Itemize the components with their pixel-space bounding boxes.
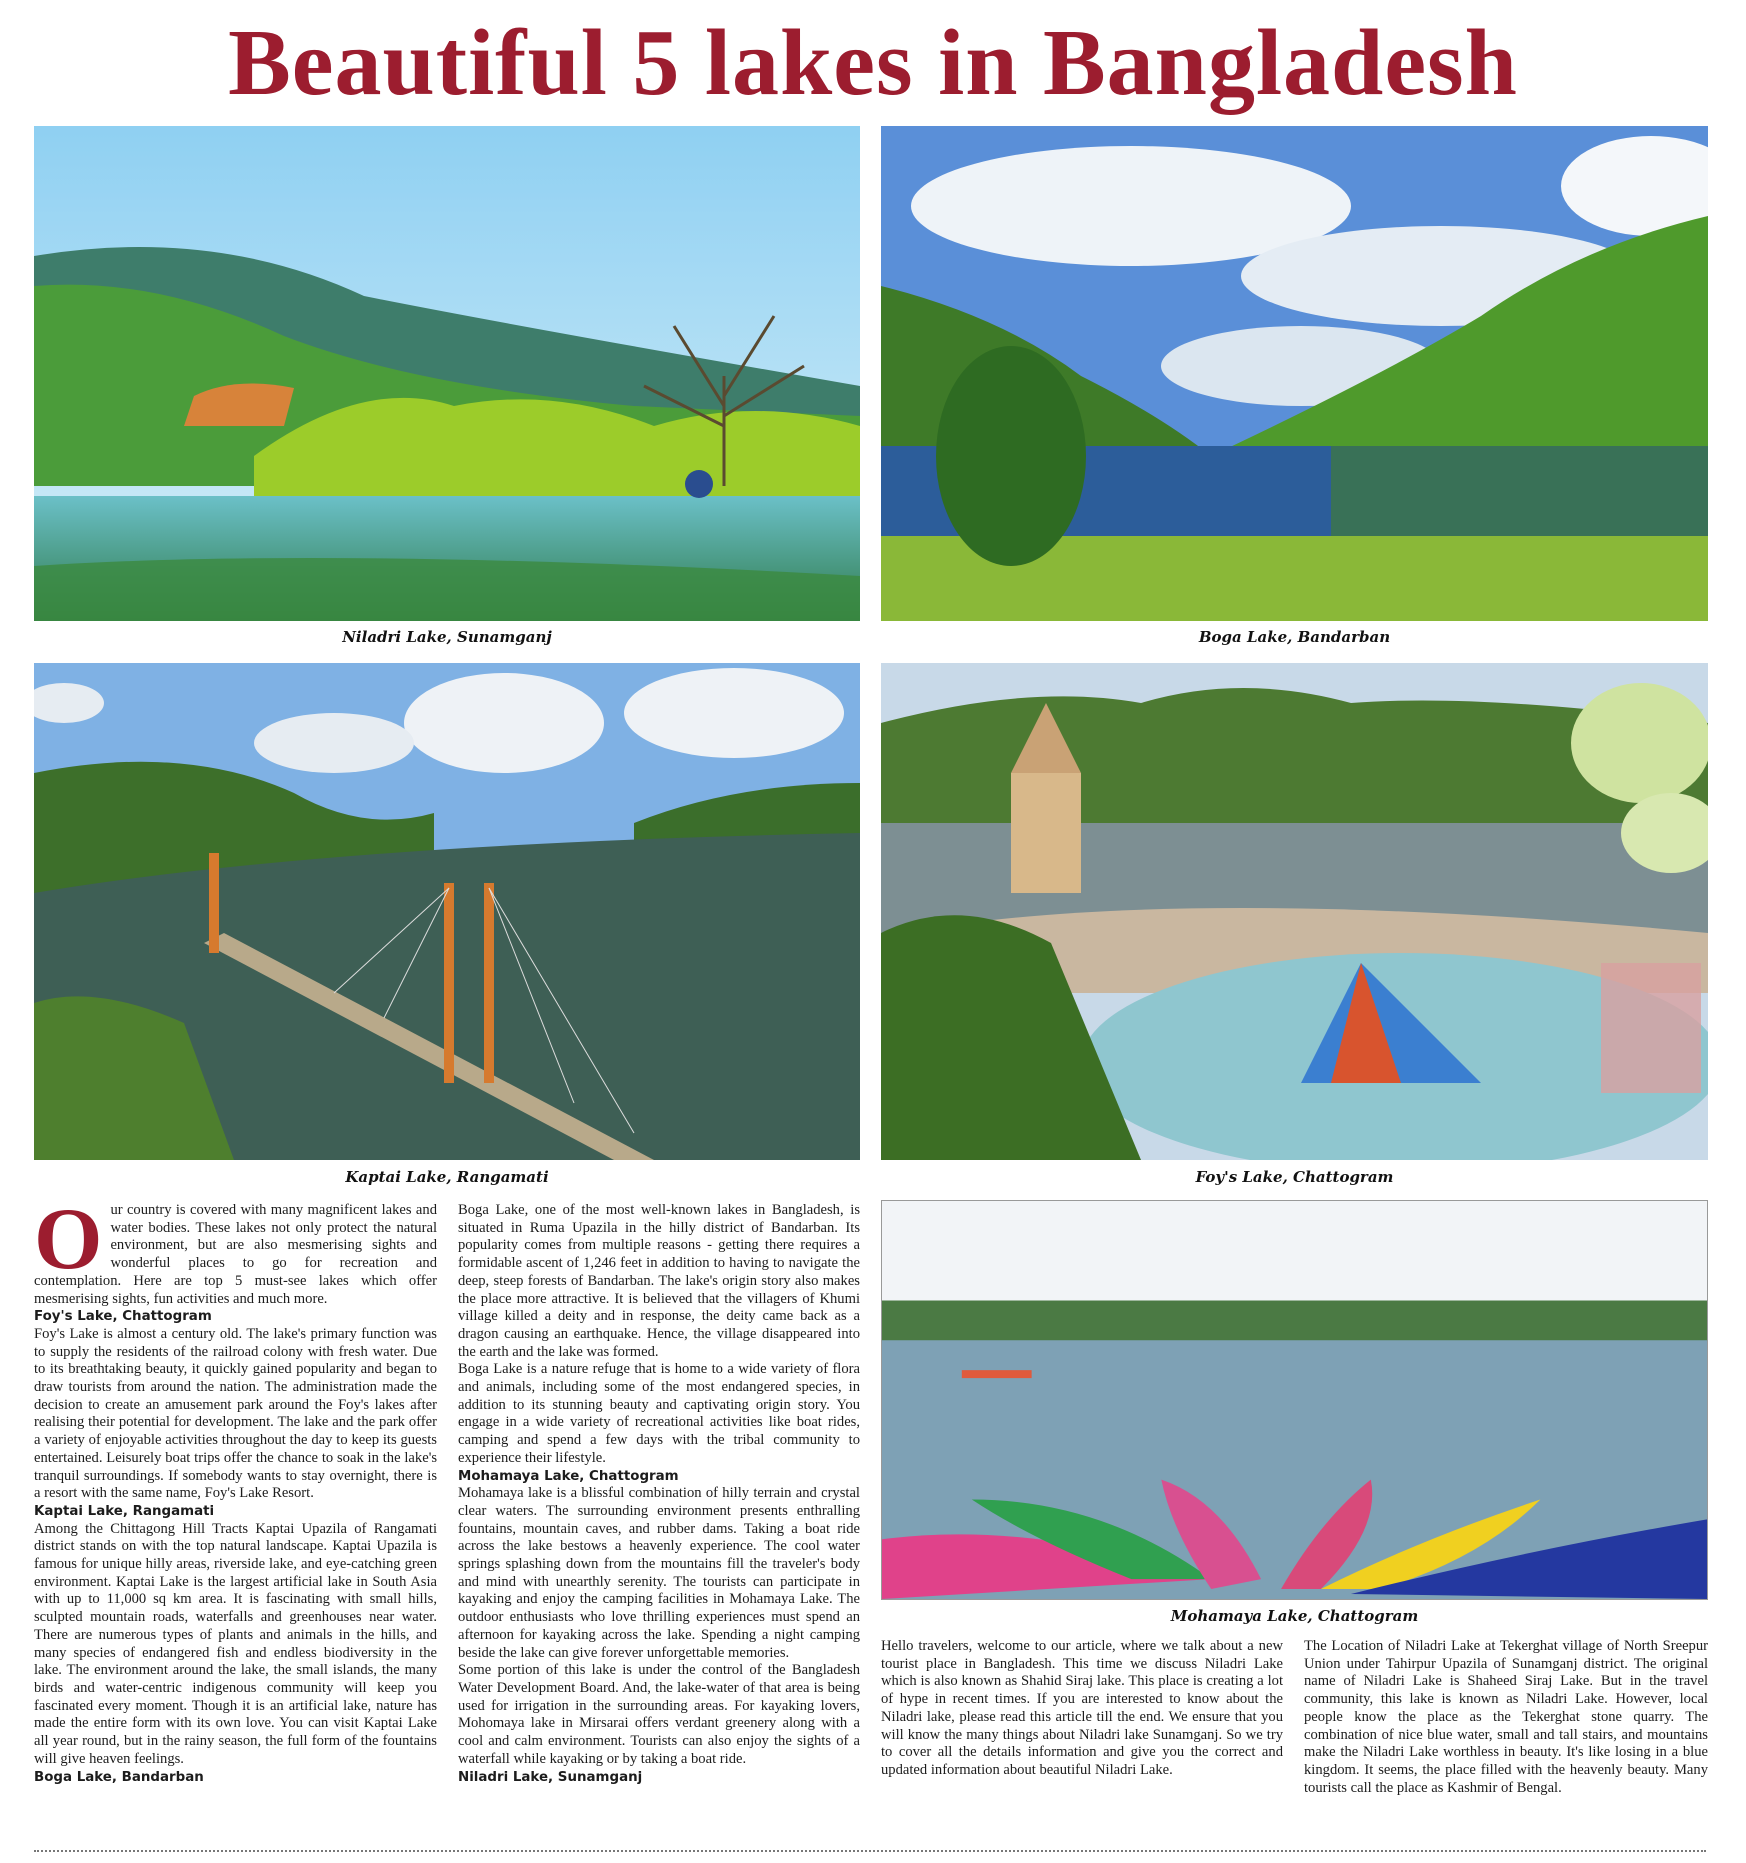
intro-paragraph — [34, 1191, 437, 1308]
mohamaya-caption: Mohamaya Lake, Chattogram — [1170, 1607, 1419, 1625]
dropcap: O — [34, 1191, 103, 1288]
niladri-lake-photo — [34, 126, 860, 621]
foys-paragraph: Foy's Lake is almost a century old. The lake's primary function was to supply the residents of the railroad colony with fresh water. Due to its breathtaking beauty, it quickly gained popularity and began to draw tourists from around the nation. The administration made the decision to create an amusement park around the Foy's lakes after realising their potential for development. The lake and the park offer a variety of enjoyable activities throughout the day to keep its guests entertained. Leisurely boat trips offer the chance to soak in the lake's tranquil surroundings. If somebody wants to stay overnight, there is a resort with the same name, Foy's Lake Resort. — [34, 1325, 437, 1502]
mohamaya-paragraph-1: Mohamaya lake is a blissful combination of hilly terrain and crystal clear waters. The surrounding environment presents enthralling fountains, mountain caves, and rubber dams. Taking a boat ride across the lake bestows a heavenly experience. The cool water springs splashing down from the mountains fill the traveler's body and mind with unearthly serenity. The tourists can participate in kayaking and enjoy the camping facilities in Mohamaya Lake. The outdoor enthusiasts who love thrilling experiences must spend an afternoon for kayaking across the lake. Spending a night camping beside the lake can give forever unforgettable memories. — [458, 1485, 860, 1661]
mohamaya-paragraph-2: Some portion of this lake is under the control of the Bangladesh Water Development Board. And, the lake-water of that area is being used for irrigation in the surrounding areas. For kayaking lovers, Mohomaya lake in Mirsarai offers verdant greenery along with a cool and calm environment. Tourists can also enjoy the sights of a waterfall while kayaking or by taking a boat ride. — [458, 1662, 860, 1767]
mohamaya-lake-photo — [881, 1200, 1708, 1600]
intro-text: ur country is covered with many magnificent lakes and water bodies. These lakes not only protect the natural environment, but are also mesmerising sights and wonderful places to go for recreation and contemplation. Here are top 5 must-see lakes which offer mesmerising sights, fun activities and much more. — [34, 1202, 437, 1307]
mohamaya-heading: Mohamaya Lake, Chattogram — [458, 1468, 679, 1484]
niladri-caption: Niladri Lake, Sunamganj — [342, 628, 552, 646]
article-column-2 — [458, 1202, 860, 1786]
boga-heading: Boga Lake, Bandarban — [34, 1769, 204, 1785]
article-column-1 — [34, 1191, 437, 1786]
niladri-paragraph-1: Hello travelers, welcome to our article, where we talk about a new tourist place in Bangladesh. This time we discuss Niladri Lake which is also known as Shahid Siraj lake. This place is creating a lot of hype in recent times. If you are interested to know about the Niladri lake, please read this article till the end. We ensure that you will know the many things about Niladri lake Sunamganj. So we try to cover all the details information and give you the correct and updated information about beautiful Niladri Lake. — [881, 1638, 1283, 1778]
boga-caption: Boga Lake, Bandarban — [1198, 628, 1391, 646]
kaptai-lake-photo — [34, 663, 860, 1160]
niladri-heading: Niladri Lake, Sunamganj — [458, 1769, 643, 1785]
niladri-paragraph-2: The Location of Niladri Lake at Tekerghat village of North Sreepur Union under Tahirpur Upazila of Sunamganj district. The original name of Niladri Lake is Shaheed Siraj Lake. But in the travel community, this lake is known as Niladri Lake. However, local people know the place as the Tekerghat stone quarry. The combination of nice blue water, small and tall stairs, and mountains make the Niladri Lake worthless in beauty. It's like losing in a blue kingdom. It seems, the place filled with the heavenly beauty. Many tourists call the place as Kashmir of Bengal. — [1304, 1638, 1708, 1796]
boga-paragraph-2: Boga Lake is a nature refuge that is home to a wide variety of flora and animals, including some of the most endangered species, in addition to its stunning beauty and captivating origin story. You engage in a wide variety of recreational activities like boat rides, camping and spend a few days with the tribal community to experience their lifestyle. — [458, 1361, 860, 1466]
foys-heading: Foy's Lake, Chattogram — [34, 1309, 212, 1325]
foys-lake-photo — [881, 663, 1708, 1160]
bottom-rule — [34, 1850, 1706, 1852]
article-column-4 — [1304, 1638, 1708, 1797]
kaptai-caption: Kaptai Lake, Rangamati — [345, 1168, 549, 1186]
page-headline: Beautiful 5 lakes in Bangladesh — [228, 11, 1518, 115]
boga-paragraph-1: Boga Lake, one of the most well-known lakes in Bangladesh, is situated in Ruma Upazila in the hilly district of Bandarban. Its popularity comes from multiple reasons - getting there requires a formidable ascent of 1,246 feet in addition to having to navigate the deep, steep forests of Bandarban. The lake's origin story also makes the place more attractive. It is believed that the villagers of Khumi village killed a deity and in response, the deity came back as a dragon causing an earthquake. Hence, the village disappeared into the earth and the lake was formed. — [458, 1202, 860, 1360]
boga-lake-photo — [881, 126, 1708, 621]
article-column-3 — [881, 1638, 1283, 1780]
kaptai-paragraph: Among the Chittagong Hill Tracts Kaptai Upazila of Rangamati district stands on with the top natural landscape. Kaptai Upazila is famous for unique hilly areas, riverside lake, and eye-catching green environment. Kaptai Lake is the largest artificial lake in South Asia with up to 11,000 sq km area. It is fascinating with small hills, sculpted mountain roads, waterfalls and greenhouses near water. There are numerous types of plants and animals in the hills, and many species of endangered fish and endless biodiversity in the lake. The environment around the lake, the small islands, the many birds and water-centric indigenous community will keep you fascinated every moment. Though it is an artificial lake, nature has made the entire form with its own love. You can visit Kaptai Lake all year round, but in the rainy season, the full form of the fountains will give heaven feelings. — [34, 1520, 437, 1767]
foys-caption: Foy's Lake, Chattogram — [1195, 1168, 1394, 1186]
kaptai-heading: Kaptai Lake, Rangamati — [34, 1503, 215, 1519]
